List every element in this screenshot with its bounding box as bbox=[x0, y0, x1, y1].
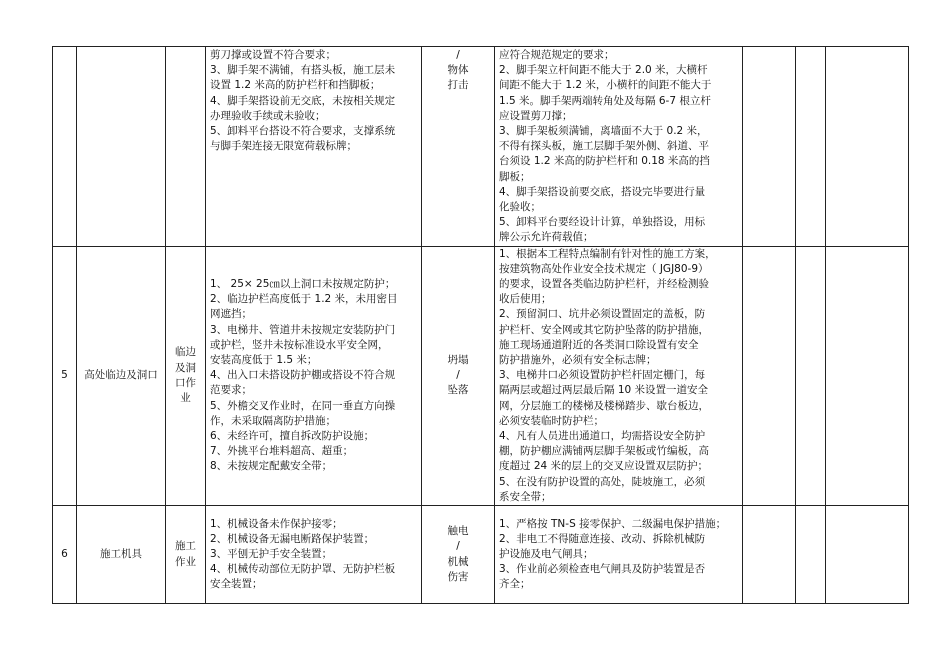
text-line: 施工 bbox=[175, 540, 196, 553]
empty-cell bbox=[826, 47, 909, 247]
empty-cell bbox=[743, 47, 796, 247]
text-line: 防护措施外，必须有安全标志牌； bbox=[499, 354, 657, 367]
text-line: 1、根据本工程特点编制有针对性的施工方案， bbox=[499, 247, 716, 260]
work-item: 高处临边及洞口 bbox=[77, 246, 166, 505]
text-line: 度超过 24 米的层上的交叉应设置双层防护； bbox=[499, 460, 709, 473]
text-line: 6、未经许可，擅自拆改防护设施； bbox=[210, 430, 375, 443]
text-line: 必须安装临时防护栏； bbox=[499, 414, 604, 427]
text-line: 台须设 1.2 米高的防护栏杆和 0.18 米高的挡 bbox=[499, 155, 710, 168]
text-line: 施工现场通道附近的各类洞口除设置有安全 bbox=[499, 338, 699, 351]
text-line: 2、预留洞口、坑井必须设置固定的盖板，防 bbox=[499, 308, 706, 321]
text-line: 按建筑物高处作业安全技术规定（ JGJ80-9） bbox=[499, 262, 709, 275]
text-line: 作业 bbox=[175, 555, 196, 568]
hazard-table bbox=[52, 46, 909, 604]
text-line: 1、严格按 TN-S 接零保护、二级漏电保护措施； bbox=[499, 517, 727, 530]
row-number: 5 bbox=[53, 246, 77, 505]
text-line: 收后使用； bbox=[499, 293, 552, 306]
text-line: 5、卸料平台要经设计计算，单独搭设，用标 bbox=[499, 216, 706, 229]
hazard-factors bbox=[206, 246, 422, 505]
text-line: 办理验收手续或未验收； bbox=[210, 109, 326, 122]
text-line: 应符合规范规定的要求； bbox=[499, 49, 615, 61]
text-line: 1、 25× 25㎝以上洞口未按规定防护； bbox=[210, 278, 396, 291]
text-line: 间距不能大于 1.2 米，小横杆的间距不能大于 bbox=[499, 79, 712, 92]
empty-cell bbox=[743, 246, 796, 505]
work-stage bbox=[166, 246, 206, 505]
text-line: 4、凡有人员进出通道口，均需搭设安全防护 bbox=[499, 430, 706, 443]
empty-cell bbox=[826, 506, 909, 604]
text-line: 机械 bbox=[447, 555, 469, 568]
accident-type bbox=[422, 246, 495, 505]
control-measures bbox=[495, 506, 743, 604]
text-line: 4、脚手架搭设前无交底，未按相关规定 bbox=[210, 94, 396, 107]
text-line: 5、卸料平台搭设不符合要求，支撑系统 bbox=[210, 125, 396, 138]
text-line: / bbox=[456, 369, 460, 382]
text-line: 化验收； bbox=[499, 201, 541, 214]
work-item bbox=[77, 47, 166, 247]
text-line: 安全装置； bbox=[210, 578, 263, 591]
text-line: 物体 bbox=[447, 64, 469, 77]
text-line: 范要求； bbox=[210, 384, 252, 397]
empty-cell bbox=[796, 47, 826, 247]
text-line: 3、脚手架板须满铺，离墙面不大于 0.2 米， bbox=[499, 125, 708, 138]
work-stage bbox=[166, 506, 206, 604]
empty-cell bbox=[796, 506, 826, 604]
text-line: 的要求，设置各类临边防护栏杆，并经检测验 bbox=[499, 278, 709, 291]
text-line: 打击 bbox=[447, 79, 469, 92]
hazard-factors bbox=[206, 47, 422, 247]
text-line: 2、非电工不得随意连接、改动、拆除机械防 bbox=[499, 532, 706, 545]
table-row bbox=[53, 47, 909, 247]
text-line: 触电 bbox=[447, 525, 469, 538]
text-line: / bbox=[456, 540, 460, 553]
text-line: 设置 1.2 米高的防护栏杆和挡脚板； bbox=[210, 79, 381, 92]
text-line: 临边 bbox=[175, 346, 196, 359]
hazard-factors bbox=[206, 506, 422, 604]
text-line: 或护栏，竖井未按标准设水平安全网， bbox=[210, 338, 389, 351]
text-line: 齐全； bbox=[499, 578, 531, 591]
row-number bbox=[53, 47, 77, 247]
empty-cell bbox=[826, 246, 909, 505]
text-line: 牌公示允许荷载值； bbox=[499, 231, 594, 244]
text-line: 应设置剪刀撑； bbox=[499, 109, 573, 122]
text-line: 口作 bbox=[175, 376, 196, 389]
control-measures bbox=[495, 246, 743, 505]
text-line: 伤害 bbox=[447, 570, 469, 583]
text-line: 3、作业前必须检查电气闸具及防护装置是否 bbox=[499, 563, 706, 576]
text-line: 7、外挑平台堆料超高、超重； bbox=[210, 445, 354, 458]
work-item: 施工机具 bbox=[77, 506, 166, 604]
text-line: 3、脚手架不满铺，有搭头板，施工层未 bbox=[210, 64, 396, 77]
text-line: 4、出入口未搭设防护棚或搭设不符合规 bbox=[210, 369, 396, 382]
text-line: 不得有探头板，施工层脚手架外侧、斜道、平 bbox=[499, 140, 709, 153]
text-line: 作，未采取隔离防护措施； bbox=[210, 414, 336, 427]
text-line: 2、机械设备无漏电断路保护装置； bbox=[210, 532, 375, 545]
text-line: 1、机械设备未作保护接零； bbox=[210, 517, 343, 530]
text-line: 安装高度低于 1.5 米； bbox=[210, 354, 318, 367]
text-line: 3、电梯井、管道井未按规定安装防护门 bbox=[210, 323, 396, 336]
text-line: 脚板； bbox=[499, 170, 531, 183]
text-line: 4、脚手架搭设前要交底，搭设完毕要进行量 bbox=[499, 185, 706, 198]
text-line: 1.5 米。脚手架两端转角处及每隔 6-7 根立杆 bbox=[499, 94, 711, 107]
empty-cell bbox=[743, 506, 796, 604]
text-line: 2、临边护栏高度低于 1.2 米，未用密目 bbox=[210, 293, 398, 306]
text-line: 坠落 bbox=[447, 384, 469, 397]
control-measures bbox=[495, 47, 743, 247]
row-number: 6 bbox=[53, 506, 77, 604]
text-line: 坍塌 bbox=[447, 354, 469, 367]
text-line: / bbox=[456, 49, 460, 61]
text-line: 8、未按规定配戴安全带； bbox=[210, 460, 333, 473]
text-line: 2、脚手架立杆间距不能大于 2.0 米，大横杆 bbox=[499, 64, 708, 77]
text-line: 及洞 bbox=[175, 361, 196, 374]
table-row bbox=[53, 506, 909, 604]
text-line: 3、电梯井口必须设置防护栏杆固定栅门，每 bbox=[499, 369, 706, 382]
text-line: 网，分层施工的楼梯及楼梯踏步、歇台板边， bbox=[499, 399, 709, 412]
accident-type bbox=[422, 506, 495, 604]
work-stage bbox=[166, 47, 206, 247]
text-line: 5、外檐交叉作业时，在同一垂直方向操 bbox=[210, 399, 396, 412]
text-line: 护栏杆、安全网或其它防护坠落的防护措施， bbox=[499, 323, 709, 336]
text-line: 隔两层或超过两层最后隔 10 米设置一道安全 bbox=[499, 384, 709, 397]
text-line: 业 bbox=[180, 392, 191, 405]
text-line: 网遮挡； bbox=[210, 308, 252, 321]
text-line: 系安全带； bbox=[499, 490, 552, 503]
text-line: 3、平刨无护手安全装置； bbox=[210, 547, 333, 560]
accident-type bbox=[422, 47, 495, 247]
empty-cell bbox=[796, 246, 826, 505]
text-line: 护设施及电气闸具； bbox=[499, 547, 594, 560]
table-row bbox=[53, 246, 909, 505]
text-line: 棚，防护棚应满铺两层脚手架板或竹编板，高 bbox=[499, 445, 709, 458]
text-line: 5、在没有防护设置的高处，陡坡施工，必须 bbox=[499, 475, 706, 488]
text-line: 4、机械传动部位无防护罩、无防护栏板 bbox=[210, 563, 396, 576]
text-line: 与脚手架连接无限宽荷载标牌； bbox=[210, 140, 357, 153]
text-line: 剪刀撑或设置不符合要求； bbox=[210, 49, 336, 61]
